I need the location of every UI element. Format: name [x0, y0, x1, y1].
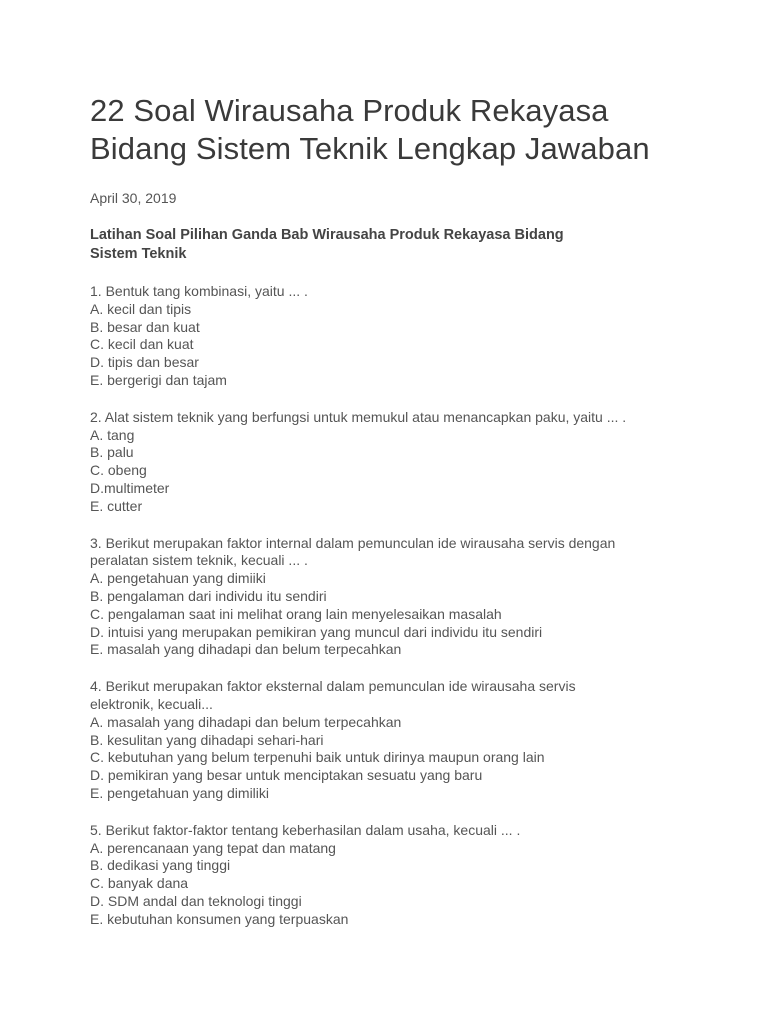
- answer-option: B. dedikasi yang tinggi: [90, 857, 231, 874]
- question-text: 5. Berikut faktor-faktor tentang keberhasilan dalam usaha, kecuali ... .: [90, 821, 521, 838]
- question-text: 4. Berikut merupakan faktor eksternal dalam pemunculan ide wirausaha servis: [90, 678, 576, 695]
- question-text: elektronik, kecuali...: [90, 695, 213, 712]
- answer-option: C. kecil dan kuat: [90, 336, 194, 353]
- answer-option: D.multimeter: [90, 479, 170, 496]
- article-title-line-1: 22 Soal Wirausaha Produk Rekayasa: [90, 93, 609, 128]
- question-list: [90, 283, 708, 929]
- question-text: 2. Alat sistem teknik yang berfungsi untuk memukul atau menancapkan paku, yaitu ... .: [90, 408, 627, 425]
- answer-option: A. pengetahuan yang dimiiki: [90, 570, 266, 587]
- question-item: [90, 409, 708, 516]
- answer-option: D. pemikiran yang besar untuk menciptakan sesuatu yang baru: [90, 767, 483, 784]
- answer-option: C. pengalaman saat ini melihat orang lain menyelesaikan masalah: [90, 605, 502, 622]
- answer-option: A. tang: [90, 426, 135, 443]
- question-item: [90, 283, 708, 390]
- question-item: [90, 535, 708, 660]
- question-text: 3. Berikut merupakan faktor internal dalam pemunculan ide wirausaha servis dengan: [90, 534, 616, 551]
- answer-option: D. intuisi yang merupakan pemikiran yang muncul dari individu itu sendiri: [90, 623, 543, 640]
- answer-option: A. masalah yang dihadapi dan belum terpecahkan: [90, 713, 402, 730]
- answer-option: E. pengetahuan yang dimiliki: [90, 784, 270, 801]
- answer-option: A. perencanaan yang tepat dan matang: [90, 839, 336, 856]
- question-item: [90, 822, 708, 929]
- section-subtitle-line-2: Sistem Teknik: [90, 246, 187, 262]
- answer-option: A. kecil dan tipis: [90, 300, 192, 317]
- answer-option: B. palu: [90, 444, 134, 461]
- publish-date: April 30, 2019: [90, 190, 177, 206]
- answer-option: D. SDM andal dan teknologi tinggi: [90, 892, 302, 909]
- answer-option: D. tipis dan besar: [90, 354, 199, 371]
- answer-option: B. besar dan kuat: [90, 318, 200, 335]
- answer-option: E. kebutuhan konsumen yang terpuaskan: [90, 910, 349, 927]
- question-text: 1. Bentuk tang kombinasi, yaitu ... .: [90, 283, 308, 299]
- article-title-line-2: Bidang Sistem Teknik Lengkap Jawaban: [90, 131, 650, 166]
- answer-option: B. kesulitan yang dihadapi sehari-hari: [90, 731, 324, 748]
- answer-option: E. masalah yang dihadapi dan belum terpecahkan: [90, 641, 402, 658]
- answer-option: C. obeng: [90, 462, 147, 479]
- answer-option: C. kebutuhan yang belum terpenuhi baik untuk dirinya maupun orang lain: [90, 749, 545, 766]
- answer-option: B. pengalaman dari individu itu sendiri: [90, 587, 327, 604]
- answer-option: E. bergerigi dan tajam: [90, 371, 227, 388]
- question-item: [90, 678, 708, 803]
- answer-option: E. cutter: [90, 497, 143, 514]
- question-text: peralatan sistem teknik, kecuali ... .: [90, 552, 308, 569]
- section-subtitle-line-1: Latihan Soal Pilihan Ganda Bab Wirausaha Produk Rekayasa Bidang: [90, 227, 564, 243]
- section-subtitle: [90, 226, 708, 264]
- article-title: [90, 92, 708, 168]
- answer-option: C. banyak dana: [90, 875, 189, 892]
